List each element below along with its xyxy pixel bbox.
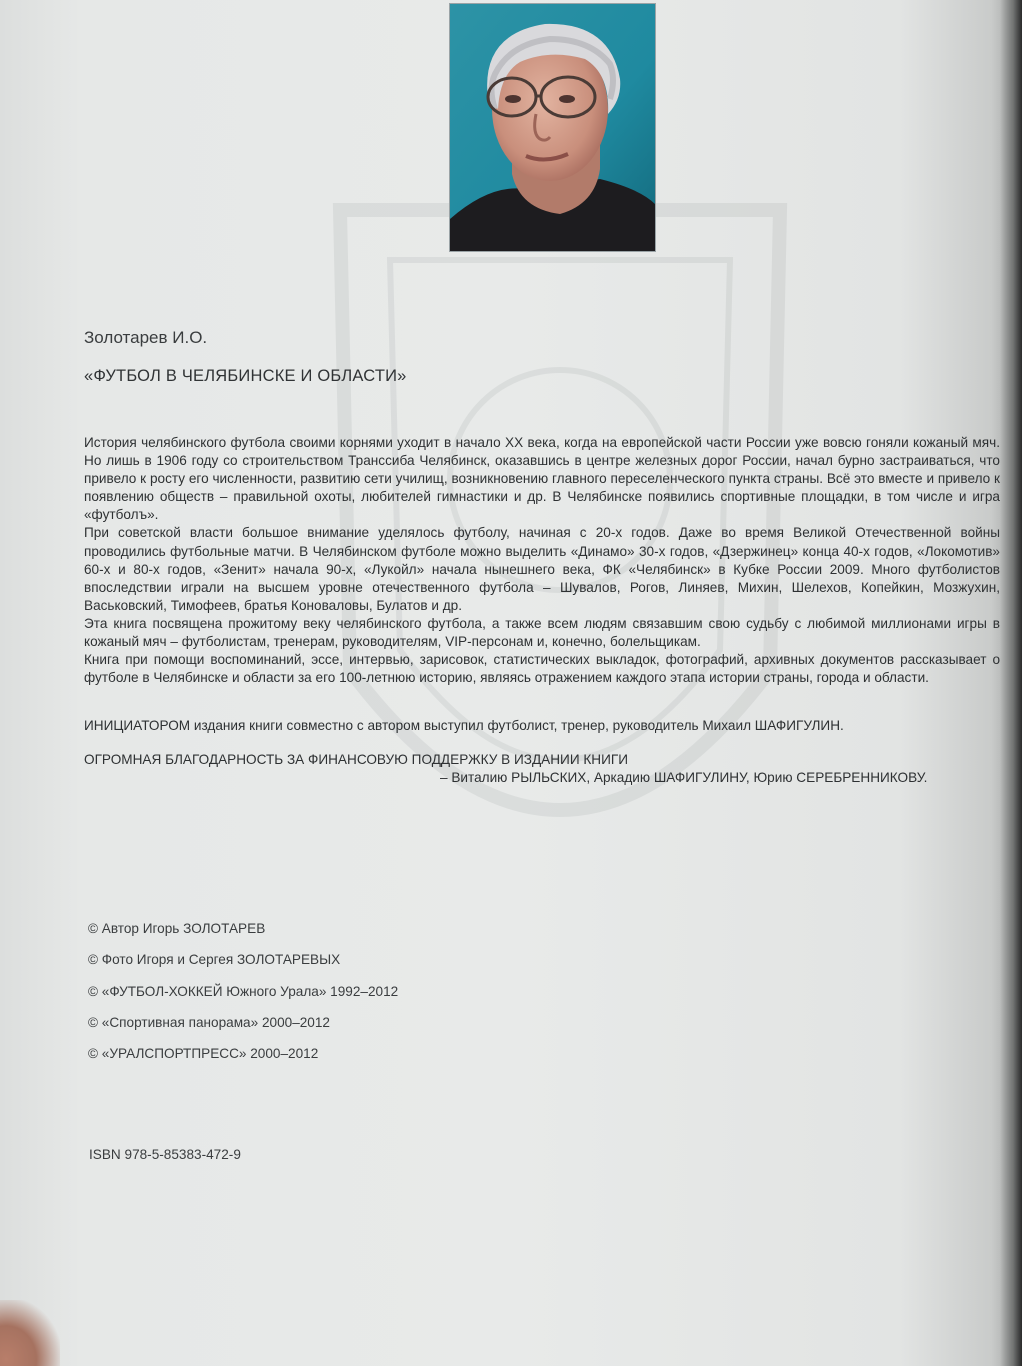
book-description — [84, 434, 1000, 687]
page-spine-edge — [1000, 0, 1022, 1366]
copyright-line: © Автор Игорь ЗОЛОТАРЕВ — [88, 921, 266, 936]
thumb-in-corner — [0, 1300, 60, 1366]
thanks-heading: ОГРОМНАЯ БЛАГОДАРНОСТЬ ЗА ФИНАНСОВУЮ ПОДДЕРЖКУ В ИЗДАНИИ КНИГИ — [84, 752, 629, 767]
thanks-names: – Виталию РЫЛЬСКИХ, Аркадию ШАФИГУЛИНУ, Юрию СЕРЕБРЕННИКОВУ. — [440, 770, 928, 785]
author-portrait-photo — [449, 3, 656, 252]
description-paragraph-3: Эта книга посвящена прожитому веку челябинского футбола, а также всем людям связавшим свою судьбу с любимой миллионами игры в кожаный мяч – футболистам, тренерам, руководителям, VIP-персонам и, конечно, болельщикам. — [84, 615, 1000, 650]
book-title: «ФУТБОЛ В ЧЕЛЯБИНСКЕ И ОБЛАСТИ» — [84, 367, 407, 385]
author-name: Золотарев И.О. — [84, 328, 208, 347]
description-paragraph-2: При советской власти большое внимание уделялось футболу, начиная с 20-х годов. Даже во время Великой Отечественной войны проводились футбольные матчи. В Челябинском футболе можно выделить «Динамо» 30-х годов, «Дзержинец» конца 40-х годов, «Локомотив» 60-х и 80-х годов, «Зенит» начала 90-х, «Лукойл» начала нынешнего века, ФК «Челябинск» в Кубке России 2009. Много футболистов впоследствии играли на высшем уровне отечественного футбола – Шувалов, Рогов, Линяев, Михин, Шелехов, Копейкин, Мозжухин, Васьковский, Тимофеев, братья Коноваловы, Булатов и др. — [84, 525, 1000, 613]
description-paragraph-4: Книга при помощи воспоминаний, эссе, интервью, зарисовок, статистических выкладок, фотографий, архивных документов рассказывает о футболе в Челябинске и области за его 100-летнюю историю, являясь отражением каждого этапа истории страны, города и области. — [84, 652, 1000, 686]
copyright-line: © «Спортивная панорама» 2000–2012 — [88, 1015, 330, 1030]
copyright-line: © Фото Игоря и Сергея ЗОЛОТАРЕВЫХ — [88, 952, 341, 967]
isbn-number: ISBN 978-5-85383-472-9 — [89, 1147, 241, 1162]
copyright-line: © «ФУТБОЛ-ХОККЕЙ Южного Урала» 1992–2012 — [88, 984, 399, 999]
copyright-line: © «УРАЛСПОРТПРЕСС» 2000–2012 — [88, 1046, 319, 1061]
description-paragraph-1: История челябинского футбола своими корнями уходит в начало XX века, когда на европейской части России уже вовсю гоняли кожаный мяч. Но лишь в 1906 году со строительством Транссиба Челябинск, оказавшись в центре железных дорог России, начал бурно застраиваться, что привело к росту его численности, развитию сети училищ, возникновению главного переселенческого пункта страны. Всё это вместе и привело к появлению обществ – правильной охоты, любителей гимнастики и др. В Челябинске появились спортивные площадки, в том числе и игра «футболъ». — [84, 435, 1000, 523]
initiator-note: ИНИЦИАТОРОМ издания книги совместно с автором выступил футболист, тренер, руководитель Михаил ШАФИГУЛИН. — [84, 718, 844, 733]
